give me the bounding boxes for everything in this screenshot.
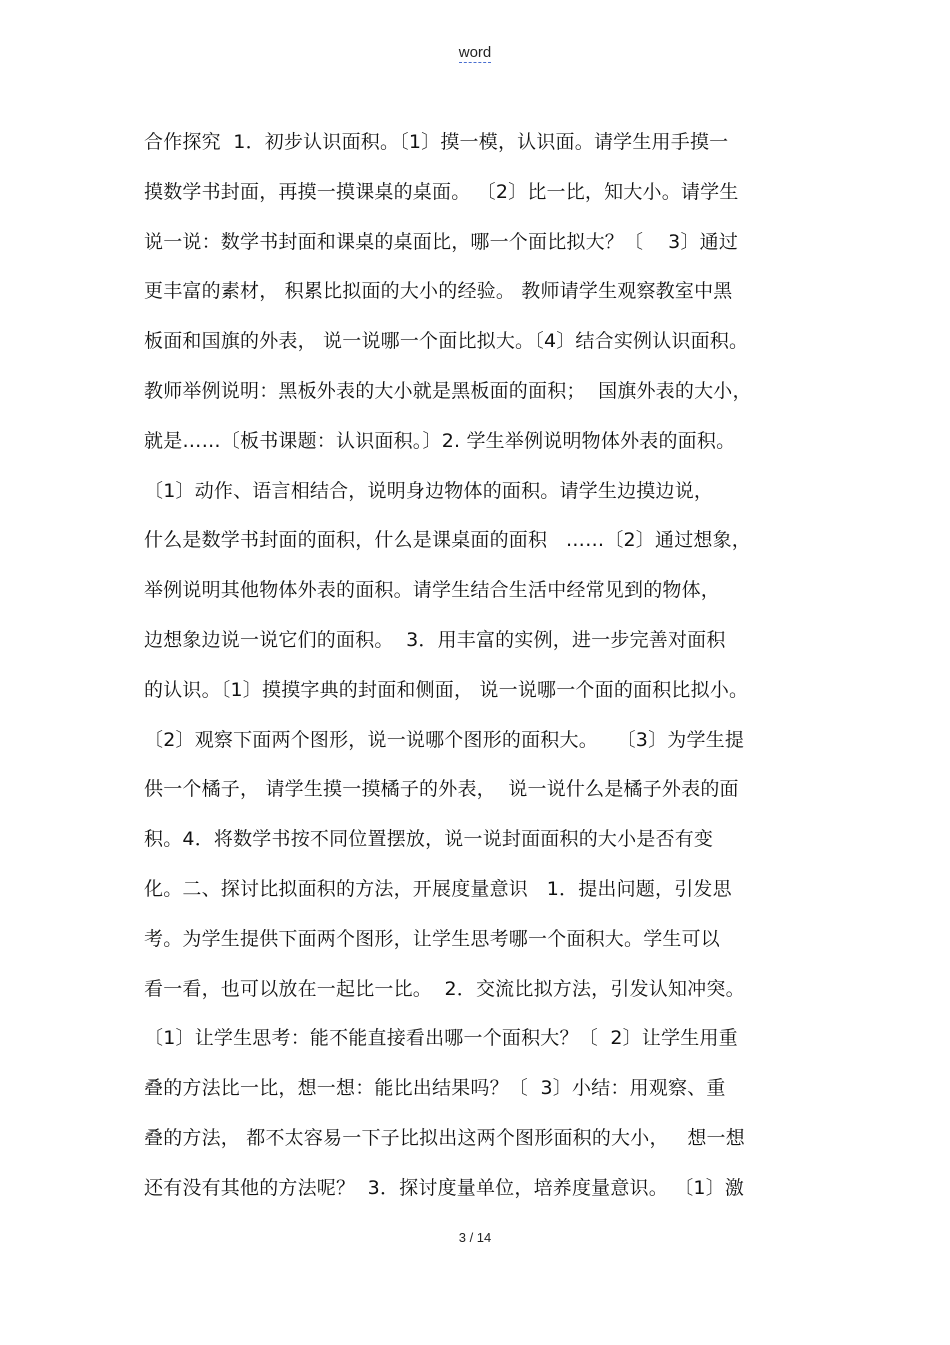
text-line: 叠的方法， 都不太容易一下子比拟出这两个图形面积的大小， 想一想 xyxy=(144,1126,745,1149)
page-header xyxy=(0,44,950,61)
text-line: 板面和国旗的外表， 说一说哪一个面比拟大。〔4〕结合实例认识面积。 xyxy=(144,330,749,353)
text-line: 〔2〕观察下面两个图形，说一说哪个图形的面积大。 〔3〕为学生提 xyxy=(144,728,745,751)
text-line: 说一说：数学书封面和课桌的桌面比，哪一个面比拟大？〔 3〕通过 xyxy=(144,230,739,253)
page-number: 3 / 14 xyxy=(458,1230,492,1245)
text-line: 摸数学书封面，再摸一摸课桌的桌面。 〔2〕比一比，知大小。请学生 xyxy=(144,180,739,203)
text-line: 的认识。〔1〕摸摸字典的封面和侧面， 说一说哪一个面的面积比拟小。 xyxy=(144,678,749,701)
page-footer xyxy=(0,1230,950,1245)
text-line: 看一看，也可以放在一起比一比。 2．交流比拟方法，引发认知冲突。 xyxy=(144,977,745,1000)
text-line: 举例说明其他物体外表的面积。请学生结合生活中经常见到的物体， xyxy=(144,579,721,602)
document-body xyxy=(144,118,814,1214)
header-title: word xyxy=(458,44,492,61)
text-line: 叠的方法比一比，想一想：能比出结果吗？〔 3〕小结：用观察、重 xyxy=(144,1077,726,1100)
text-line: 积。4．将数学书按不同位置摆放，说一说封面面积的大小是否有变 xyxy=(144,828,714,851)
text-line: 考。为学生提供下面两个图形，让学生思考哪一个面积大。学生可以 xyxy=(144,927,721,950)
text-line: 化。二、探讨比拟面积的方法，开展度量意识 1．提出问题，引发思 xyxy=(144,877,732,900)
text-line: 边想象边说一说它们的面积。 3．用丰富的实例，进一步完善对面积 xyxy=(144,628,726,651)
text-line: 〔1〕动作、语言相结合，说明身边物体的面积。请学生边摸边说， xyxy=(144,479,714,502)
text-line: 就是……〔板书课题：认识面积。〕2. 学生举例说明物体外表的面积。 xyxy=(144,429,736,452)
text-line: 教师举例说明：黑板外表的大小就是黑板面的面积； 国旗外表的大小， xyxy=(144,379,752,402)
text-line: 更丰富的素材， 积累比拟面的大小的经验。 教师请学生观察教室中黑 xyxy=(144,280,733,303)
text-line: 〔1〕让学生思考：能不能直接看出哪一个面积大？〔 2〕让学生用重 xyxy=(144,1027,738,1050)
text-line: 供一个橘子， 请学生摸一摸橘子的外表， 说一说什么是橘子外表的面 xyxy=(144,778,739,801)
text-line: 还有没有其他的方法呢？ 3．探讨度量单位，培养度量意识。 〔1〕激 xyxy=(144,1176,745,1199)
text-line: 合作探究 1．初步认识面积。〔1〕摸一模，认识面。请学生用手摸一 xyxy=(144,131,729,153)
text-line: 什么是数学书封面的面积，什么是课桌面的面积 ……〔2〕通过想象， xyxy=(144,529,752,552)
